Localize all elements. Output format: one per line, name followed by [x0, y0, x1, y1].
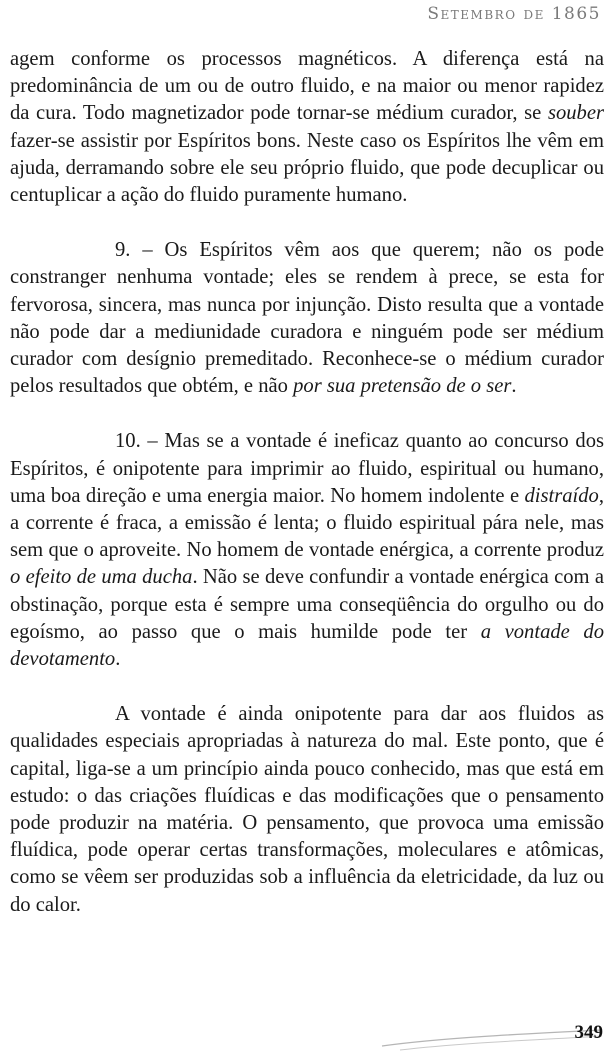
text-span: , a corrente é fraca, a emissão é lenta; o fluido espiritual pára nele, mas sem que o aproveite. No homem de vontade enérgica, a corrente produz [10, 484, 604, 562]
paragraph-1 [10, 46, 604, 209]
text-span: . [511, 375, 517, 398]
emphasis: souber [547, 102, 604, 125]
paragraph-4 [10, 701, 604, 919]
footer-swoosh-ornament [380, 1026, 605, 1054]
paragraph-item-9 [10, 237, 604, 400]
text-span: agem conforme os processos magnéticos. A diferença está na predominância de um ou de outro fluido, e na maior ou menor rapidez da cura. Todo magnetizador pode tornar-se médium curador, se [10, 48, 604, 125]
text-span: . Não se deve confundir a vontade enérgica com a obstinação, porque esta é sempre uma conseqüência do orgulho ou do egoísmo, ao passo que o mais humilde pode ter [10, 566, 604, 643]
page-number: 349 [574, 1022, 603, 1043]
emphasis: distraído [524, 484, 599, 507]
text-span: fazer-se assistir por Espíritos bons. Neste caso os Espíritos lhe vêm em ajuda, derramando sobre ele seu próprio fluido, que pode decuplicar ou centuplicar a ação do fluido puramente humano. [10, 129, 604, 207]
running-header: Setembro de 1865 [427, 4, 601, 24]
text-span: A vontade é ainda onipotente para dar aos fluidos as qualidades especiais apropriadas à natureza do mal. Este ponto, que é capital, liga-se a um princípio ainda pouco conhecido, mas que está em estudo: o das criações fluídicas e das modificações que o pensamento pode produzir na matéria. O pensamento, que provoca uma emissão fluídica, pode operar certas transformações, moleculares e atômicas, como se vêem ser produzidas sob a influência da eletricidade, da luz ou do calor. [10, 703, 604, 916]
emphasis: a vontade do devotamento [10, 620, 604, 671]
text-span: 9. – Os Espíritos vêm aos que querem; não os pode constranger nenhuma vontade; eles se rendem à prece, se esta for fervorosa, sincera, mas nunca por injunção. Disto resulta que a vontade não pode dar a mediunidade curadora e ninguém pode ser médium curador com desígnio premeditado. Reconhece-se o médium curador pelos resultados que obtém, e não [10, 239, 604, 398]
emphasis: o efeito de uma ducha [10, 566, 193, 589]
emphasis: por sua pretensão de o ser [293, 375, 512, 398]
text-span: . [115, 648, 121, 671]
paragraph-item-10 [10, 428, 604, 673]
text-span: 10. – Mas se a vontade é ineficaz quanto ao concurso dos Espíritos, é onipotente para imprimir ao fluido, espiritual ou humano, uma boa direção e uma energia maior. No homem indolente e [10, 430, 604, 507]
page-body [10, 46, 604, 947]
